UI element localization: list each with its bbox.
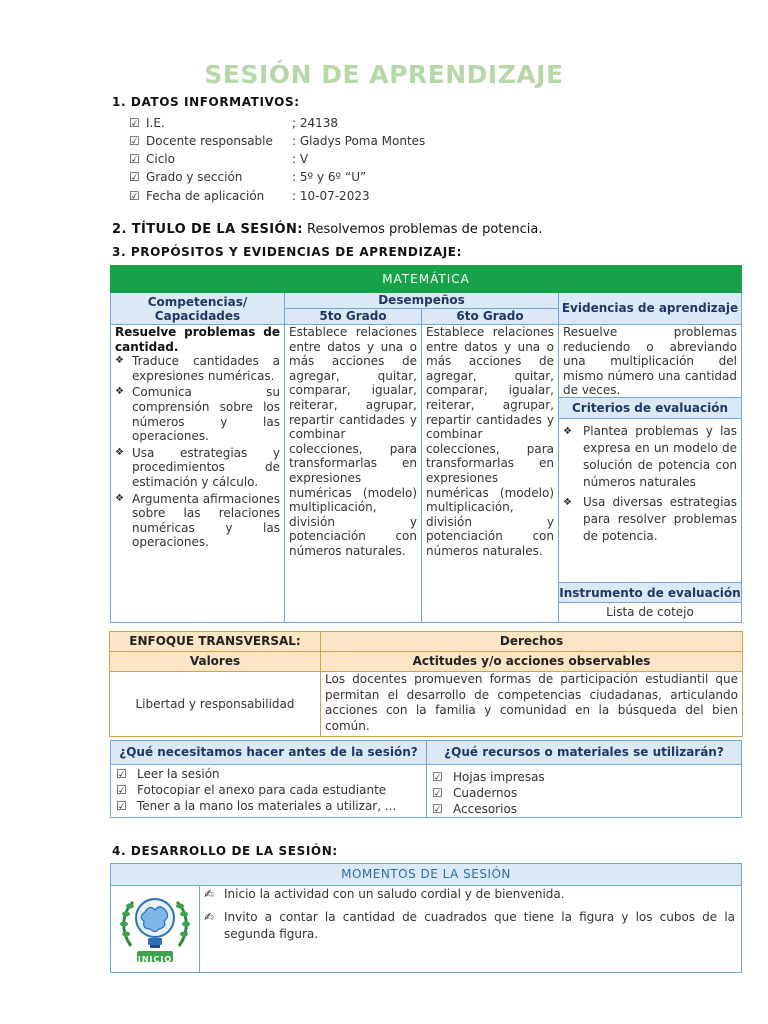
competencias-cell	[111, 325, 285, 623]
competencias-header: Competencias/ Capacidades	[111, 293, 285, 325]
list-item: ☑ Fotocopiar el anexo para cada estudiante	[111, 782, 426, 798]
actitudes-header: Actitudes y/o acciones observables	[321, 652, 743, 672]
area-header: MATEMÁTICA	[111, 266, 742, 293]
derechos-header: Derechos	[321, 632, 743, 652]
section-desarrollo-heading: 4. DESARROLLO DE LA SESIÓN:	[112, 844, 338, 858]
propositos-table	[110, 265, 742, 623]
evidencias-cell	[559, 325, 742, 623]
enfoque-header: ENFOQUE TRANSVERSAL:	[110, 632, 321, 652]
list-item: ☑ Hojas impresas	[427, 769, 741, 785]
checkbox-icon: ☑	[129, 116, 140, 130]
list-item: ❖ Argumenta afirmaciones sobre las relaciones numéricas y las operaciones.	[115, 492, 280, 550]
instrumento-value: Lista de cotejo	[606, 605, 694, 619]
evidencia-text: Resuelve problemas reduciendo o abreviando una multiplicación del mismo número una cantidad de veces.	[559, 325, 741, 398]
desarrollo-table	[110, 863, 742, 973]
session-title: Resolvemos problemas de potencia.	[302, 222, 543, 237]
checkbox-icon: ☑	[129, 152, 140, 166]
preparacion-table	[110, 740, 742, 818]
recursos-cell	[427, 765, 742, 818]
criterios-header: Criterios de evaluación	[559, 398, 741, 419]
list-item: ✍ Invito a contar la cantidad de cuadrados que tiene la figura y los cubos de la segunda figura.	[200, 909, 735, 943]
evidencias-header: Evidencias de aprendizaje	[559, 293, 742, 325]
dato-ie	[129, 116, 339, 130]
enfoque-table	[109, 631, 743, 737]
dato-ciclo	[129, 152, 309, 166]
antes-header: ¿Qué necesitamos hacer antes de la sesión?	[111, 741, 427, 765]
inicio-logo-label: INICIO	[137, 955, 173, 964]
checkbox-icon: ☑	[129, 189, 140, 203]
section-titulo-heading: 2. TÍTULO DE LA SESIÓN:	[112, 222, 303, 237]
recursos-header: ¿Qué recursos o materiales se utilizarán?	[427, 741, 742, 765]
desempeno-6-cell: Establece relaciones entre datos y una o más acciones de agregar, quitar, comparar, igualar, reiterar, agrupar, repartir cantidades y combinar colecciones, para transformarlas en expresiones numéricas (modelo) multiplicación, división y potenciación con números naturales.	[422, 325, 559, 623]
capacidades-list	[111, 354, 284, 550]
list-item: ❖ Traduce cantidades a expresiones numéricas.	[115, 354, 280, 383]
list-item: ❖ Usa diversas estrategias para resolver problemas de potencia.	[563, 494, 737, 545]
checkbox-icon: ☑	[129, 170, 140, 184]
dato-value: : 5º y 6º “U”	[292, 170, 367, 184]
section-datos-heading: 1. DATOS INFORMATIVOS:	[112, 95, 300, 109]
list-item: ❖ Comunica su comprensión sobre los números y las operaciones.	[115, 385, 280, 443]
dato-label: I.E.	[146, 116, 165, 130]
dato-label: Ciclo	[146, 152, 175, 166]
dato-label: Grado y sección	[146, 170, 243, 184]
list-item: ☑ Accesorios	[427, 801, 741, 817]
list-item: ❖ Plantea problemas y las expresa en un modelo de solución de potencia con números naturales	[563, 423, 737, 491]
dato-value: ; 24138	[292, 116, 339, 130]
desempenos-header: Desempeños	[285, 293, 559, 309]
page-title: SESIÓN DE APRENDIZAJE	[204, 60, 564, 89]
list-item: ☑ Cuadernos	[427, 785, 741, 801]
list-item: ☑ Tener a la mano los materiales a utilizar, ...	[111, 798, 426, 814]
antes-cell	[111, 765, 427, 818]
inicio-steps-cell	[200, 886, 742, 973]
list-item: ✍ Inicio la actividad con un saludo cordial y de bienvenida.	[200, 886, 735, 903]
checkbox-icon: ☑	[129, 134, 140, 148]
grade-6-header: 6to Grado	[422, 309, 559, 325]
dato-value: : V	[292, 152, 309, 166]
section-titulo	[112, 222, 542, 237]
dato-fecha	[129, 189, 370, 203]
criterios-list	[559, 419, 741, 583]
instrumento-header: Instrumento de evaluación	[559, 583, 741, 603]
dato-docente	[129, 134, 426, 148]
section-propositos-heading: 3. PROPÓSITOS Y EVIDENCIAS DE APRENDIZAJE:	[112, 245, 463, 259]
dato-value: : 10-07-2023	[292, 189, 370, 203]
dato-value: : Gladys Poma Montes	[292, 134, 426, 148]
desempeno-5-cell: Establece relaciones entre datos y una o más acciones de agregar, quitar, comparar, igualar, reiterar, agrupar, repartir cantidades y combinar colecciones, para transformarlas en expresiones numéricas (modelo) multiplicación, división y potenciación con números naturales.	[285, 325, 422, 623]
dato-grado	[129, 170, 367, 184]
competencia-title: Resuelve problemas de cantidad.	[115, 325, 280, 354]
momentos-header: MOMENTOS DE LA SESIÓN	[111, 864, 742, 886]
actitud-cell: Los docentes promueven formas de participación estudiantil que permitan el desarrollo de competencias ciudadanas, articulando acciones con la familia y comunidad en la búsqueda del bien común.	[321, 672, 743, 737]
valores-header: Valores	[110, 652, 321, 672]
dato-label: Docente responsable	[146, 134, 273, 148]
valor-cell: Libertad y responsabilidad	[110, 672, 321, 737]
dato-label: Fecha de aplicación	[146, 189, 265, 203]
list-item: ❖ Usa estrategias y procedimientos de estimación y cálculo.	[115, 446, 280, 490]
list-item: ☑ Leer la sesión	[111, 766, 426, 782]
grade-5-header: 5to Grado	[285, 309, 422, 325]
